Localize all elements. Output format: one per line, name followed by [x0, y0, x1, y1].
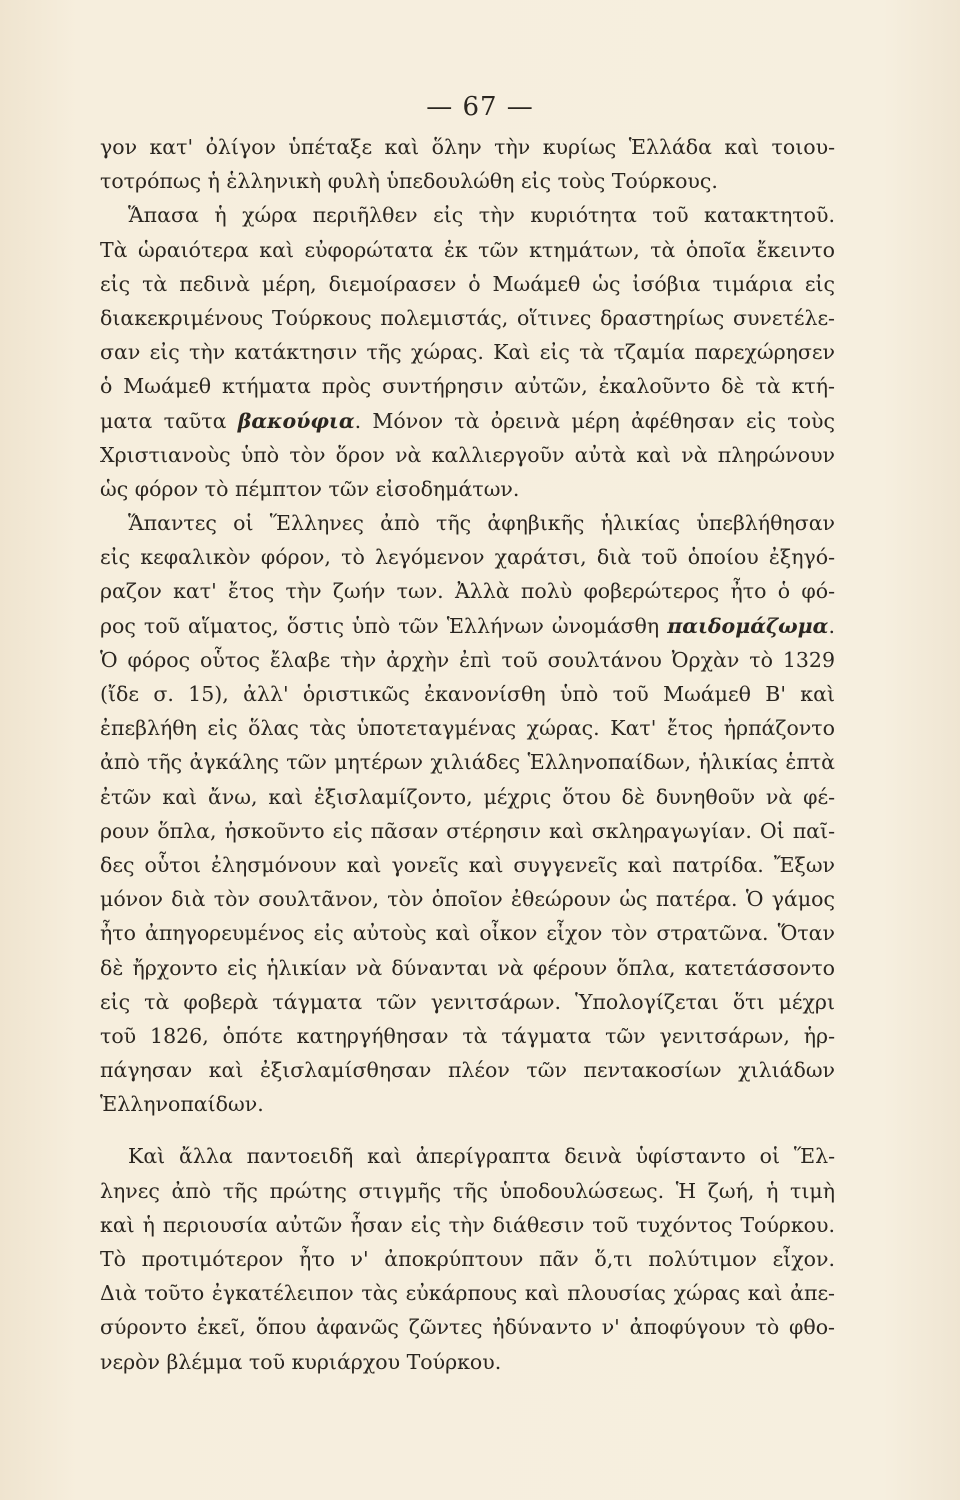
- text-line: εἰς τὰ φοβερὰ τάγματα τῶν γενιτσάρων. Ὑπολογίζεται ὅτι μέχρι: [100, 989, 835, 1014]
- text-line: ὡς φόρον τὸ πέμπτον τῶν εἰσοδημάτων.: [100, 476, 520, 501]
- page-number: — 67 —: [426, 92, 534, 122]
- text-line: δὲ ἤρχοντο εἰς ἡλικίαν νὰ δύνανται νὰ φέρουν ὅπλα, κατετάσσοντο: [100, 955, 835, 980]
- text-line: δες οὗτοι ἐλησμόνουν καὶ γονεῖς καὶ συγγενεῖς καὶ πατρίδα. Ἔξων: [100, 852, 835, 877]
- text-line: Χριστιανοὺς ὑπὸ τὸν ὅρον νὰ καλλιεργοῦν αὐτὰ καὶ νὰ πληρώνουν: [100, 442, 835, 467]
- text-line: ρος τοῦ αἵματος, ὅστις ὑπὸ τῶν Ἑλλήνων ὠνομάσθη παιδομάζωμα.: [100, 613, 835, 638]
- text-line: τοῦ 1826, ὁπότε κατηργήθησαν τὰ τάγματα τῶν γενιτσάρων, ἡρ-: [100, 1023, 835, 1048]
- text-line: Ἅπασα ἡ χώρα περιῆλθεν εἰς τὴν κυριότητα τοῦ κατακτητοῦ.: [128, 203, 835, 228]
- text-line: Ἑλληνοπαίδων.: [100, 1092, 264, 1117]
- paragraph-gap: [100, 1121, 835, 1139]
- text-line: ἐτῶν καὶ ἄνω, καὶ ἐξισλαμίζοντο, μέχρις ὅτου δὲ δυνηθοῦν νὰ φέ-: [100, 784, 835, 809]
- text-line: Τὰ ὡραιότερα καὶ εὐφορώτατα ἐκ τῶν κτημάτων, τὰ ὁποῖα ἔκειντο: [100, 237, 835, 262]
- text-line: σύροντο ἐκεῖ, ὅπου ἀφανῶς ζῶντες ἠδύναντο ν' ἀποφύγουν τὸ φθο-: [100, 1315, 835, 1340]
- emphasized-term: παιδομάζωμα: [667, 613, 829, 638]
- text-line: ἀπὸ τῆς ἀγκάλης τῶν μητέρων χιλιάδες Ἑλληνοπαίδων, ἡλικίας ἑπτὰ: [100, 750, 835, 775]
- text-line: σαν εἰς τὴν κατάκτησιν τῆς χώρας. Καὶ εἰς τὰ τζαμία παρεχώρησεν: [100, 340, 835, 365]
- text-line: νερὸν βλέμμα τοῦ κυριάρχου Τούρκου.: [100, 1349, 502, 1374]
- text-line: εἰς τὰ πεδινὰ μέρη, διεμοίρασεν ὁ Μωάμεθ ὡς ἰσόβια τιμάρια εἰς: [100, 271, 835, 296]
- text-line: ματα ταῦτα βακούφια. Μόνον τὰ ὀρεινὰ μέρη ἀφέθησαν εἰς τοὺς: [100, 408, 835, 433]
- text-line: καὶ ἡ περιουσία αὐτῶν ἦσαν εἰς τὴν διάθεσιν τοῦ τυχόντος Τούρκου.: [100, 1212, 835, 1237]
- text-line: ραζον κατ' ἔτος τὴν ζωήν των. Ἀλλὰ πολὺ φοβερώτερος ἦτο ὁ φό-: [100, 579, 835, 604]
- text-line: διακεκριμένους Τούρκους πολεμιστάς, οἵτινες δραστηρίως συνετέλε-: [100, 305, 835, 330]
- text-line: εἰς κεφαλικὸν φόρον, τὸ λεγόμενον χαράτσι, διὰ τοῦ ὁποίου ἐξηγό-: [100, 545, 835, 570]
- text-line: ἐπεβλήθη εἰς ὅλας τὰς ὑποτεταγμένας χώρας. Κατ' ἔτος ἠρπάζοντο: [100, 716, 835, 741]
- text-line: ὁ Μωάμεθ κτήματα πρὸς συντήρησιν αὐτῶν, ἐκαλοῦντο δὲ τὰ κτή-: [100, 374, 835, 399]
- text-line: Διὰ τοῦτο ἐγκατέλειπον τὰς εὐκάρπους καὶ πλουσίας χώρας καὶ ἀπε-: [100, 1281, 835, 1306]
- text-line: Ὁ φόρος οὗτος ἔλαβε τὴν ἀρχὴν ἐπὶ τοῦ σουλτάνου Ὀρχὰν τὸ 1329: [100, 647, 835, 672]
- text-line: πάγησαν καὶ ἐξισλαμίσθησαν πλέον τῶν πεντακοσίων χιλιάδων: [100, 1058, 835, 1083]
- text-line: ληνες ἀπὸ τῆς πρώτης στιγμῆς τῆς ὑποδουλώσεως. Ἡ ζωή, ἡ τιμὴ: [100, 1178, 835, 1203]
- text-line: Καὶ ἄλλα παντοειδῆ καὶ ἀπερίγραπτα δεινὰ ὑφίσταντο οἱ Ἕλ-: [128, 1144, 835, 1169]
- emphasized-term: βακούφια: [237, 408, 355, 433]
- text-line: Ἅπαντες οἱ Ἕλληνες ἀπὸ τῆς ἀφηβικῆς ἡλικίας ὑπεβλήθησαν: [128, 511, 835, 536]
- text-line: γον κατ' ὀλίγον ὑπέταξε καὶ ὅλην τὴν κυρίως Ἑλλάδα καὶ τοιου-: [100, 135, 835, 159]
- text-line: μόνον διὰ τὸν σουλτᾶνον, τὸν ὁποῖον ἐθεώρουν ὡς πατέρα. Ὁ γάμος: [100, 887, 835, 912]
- text-line: τοτρόπως ἡ ἑλληνικὴ φυλὴ ὑπεδουλώθη εἰς τοὺς Τούρκους.: [100, 169, 718, 194]
- text-line: (ἴδε σ. 15), ἀλλ' ὁριστικῶς ἐκανονίσθη ὑπὸ τοῦ Μωάμεθ Β' καὶ: [100, 682, 835, 706]
- body-text: [100, 130, 835, 1379]
- text-line: ρουν ὅπλα, ἠσκοῦντο εἰς πᾶσαν στέρησιν καὶ σκληραγωγίαν. Οἱ παῖ-: [100, 818, 835, 843]
- text-line: Τὸ προτιμότερον ἦτο ν' ἀποκρύπτουν πᾶν ὅ,τι πολύτιμον εἶχον.: [100, 1247, 835, 1271]
- text-line: ἦτο ἀπηγορευμένος εἰς αὐτοὺς καὶ οἶκον εἶχον τὸν στρατῶνα. Ὅταν: [100, 921, 835, 946]
